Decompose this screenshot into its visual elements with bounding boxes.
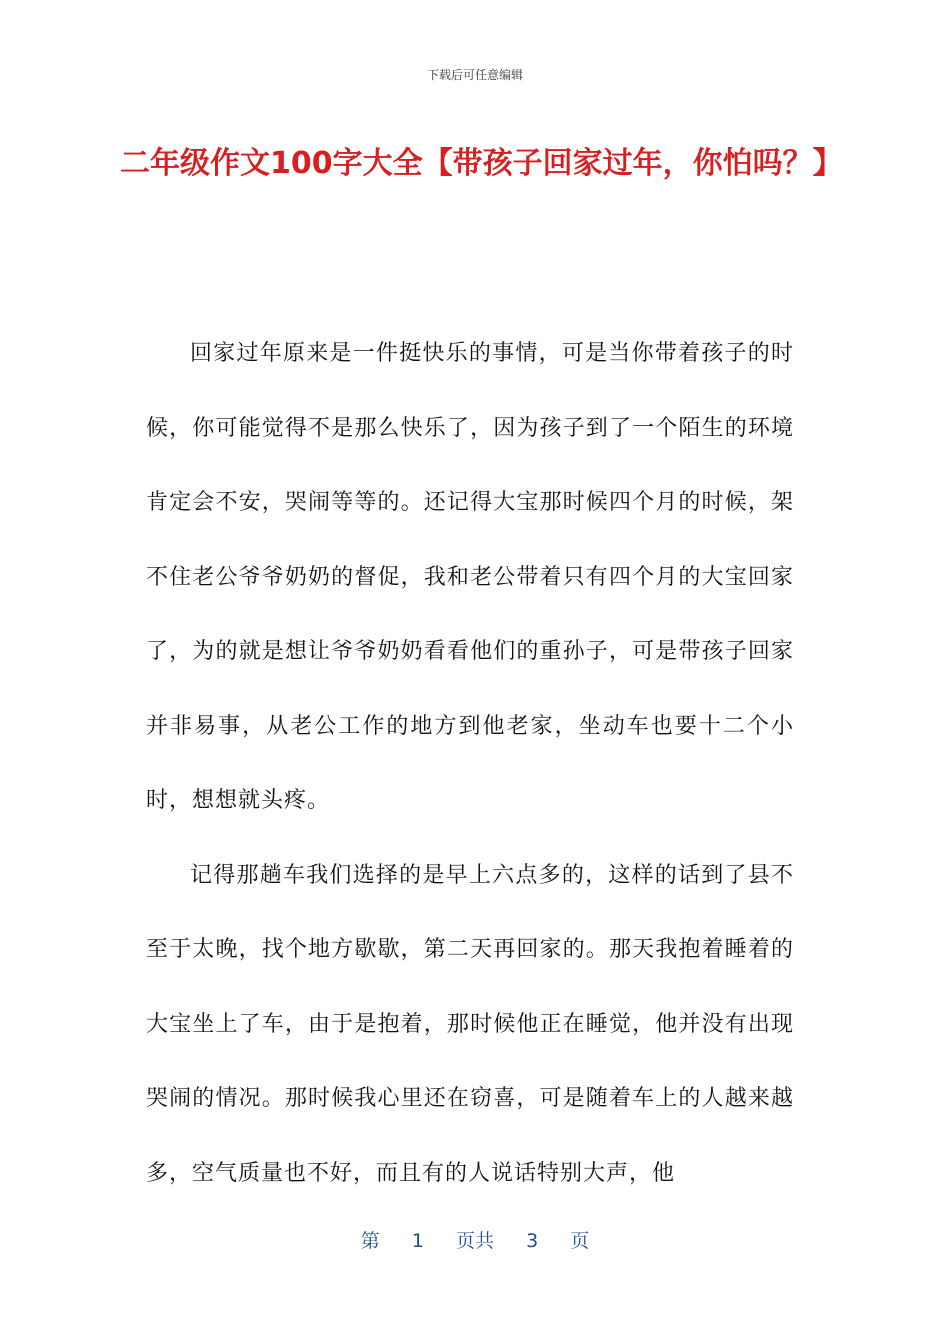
page-total: 3 bbox=[526, 1230, 539, 1252]
page-footer bbox=[0, 1226, 950, 1253]
page-label-suffix: 页 bbox=[570, 1230, 590, 1252]
header-note: 下载后可任意编辑 bbox=[426, 68, 523, 82]
paragraph: 回家过年原来是一件挺快乐的事情，可是当你带着孩子的时候，你可能觉得不是那么快乐了，因为孩子到了一个陌生的环境肯定会不安，哭闹等等的。还记得大宝那时候四个月的时候，架不住老公爷爷奶奶的督促，我和老公带着只有四个月的大宝回家了，为的就是想让爷爷奶奶看看他们的重孙子，可是带孩子回家并非易事，从老公工作的地方到他老家，坐动车也要十二个小时，想想就头疼。 bbox=[146, 341, 794, 813]
document-title: 二年级作文100字大全【带孩子回家过年，你怕吗？】 bbox=[120, 146, 843, 181]
document-body bbox=[146, 317, 794, 1211]
page-current: 1 bbox=[411, 1230, 424, 1252]
paragraph: 记得那趟车我们选择的是早上六点多的，这样的话到了县不至于太晚，找个地方歇歇，第二天再回家的。那天我抱着睡着的大宝坐上了车，由于是抱着，那时候他正在睡觉，他并没有出现哭闹的情况。那时候我心里还在窃喜，可是随着车上的人越来越多，空气质量也不好，而且有的人说话特别大声，他 bbox=[146, 862, 794, 1186]
page-label-mid: 页共 bbox=[455, 1230, 494, 1252]
page-label-prefix: 第 bbox=[360, 1230, 380, 1252]
